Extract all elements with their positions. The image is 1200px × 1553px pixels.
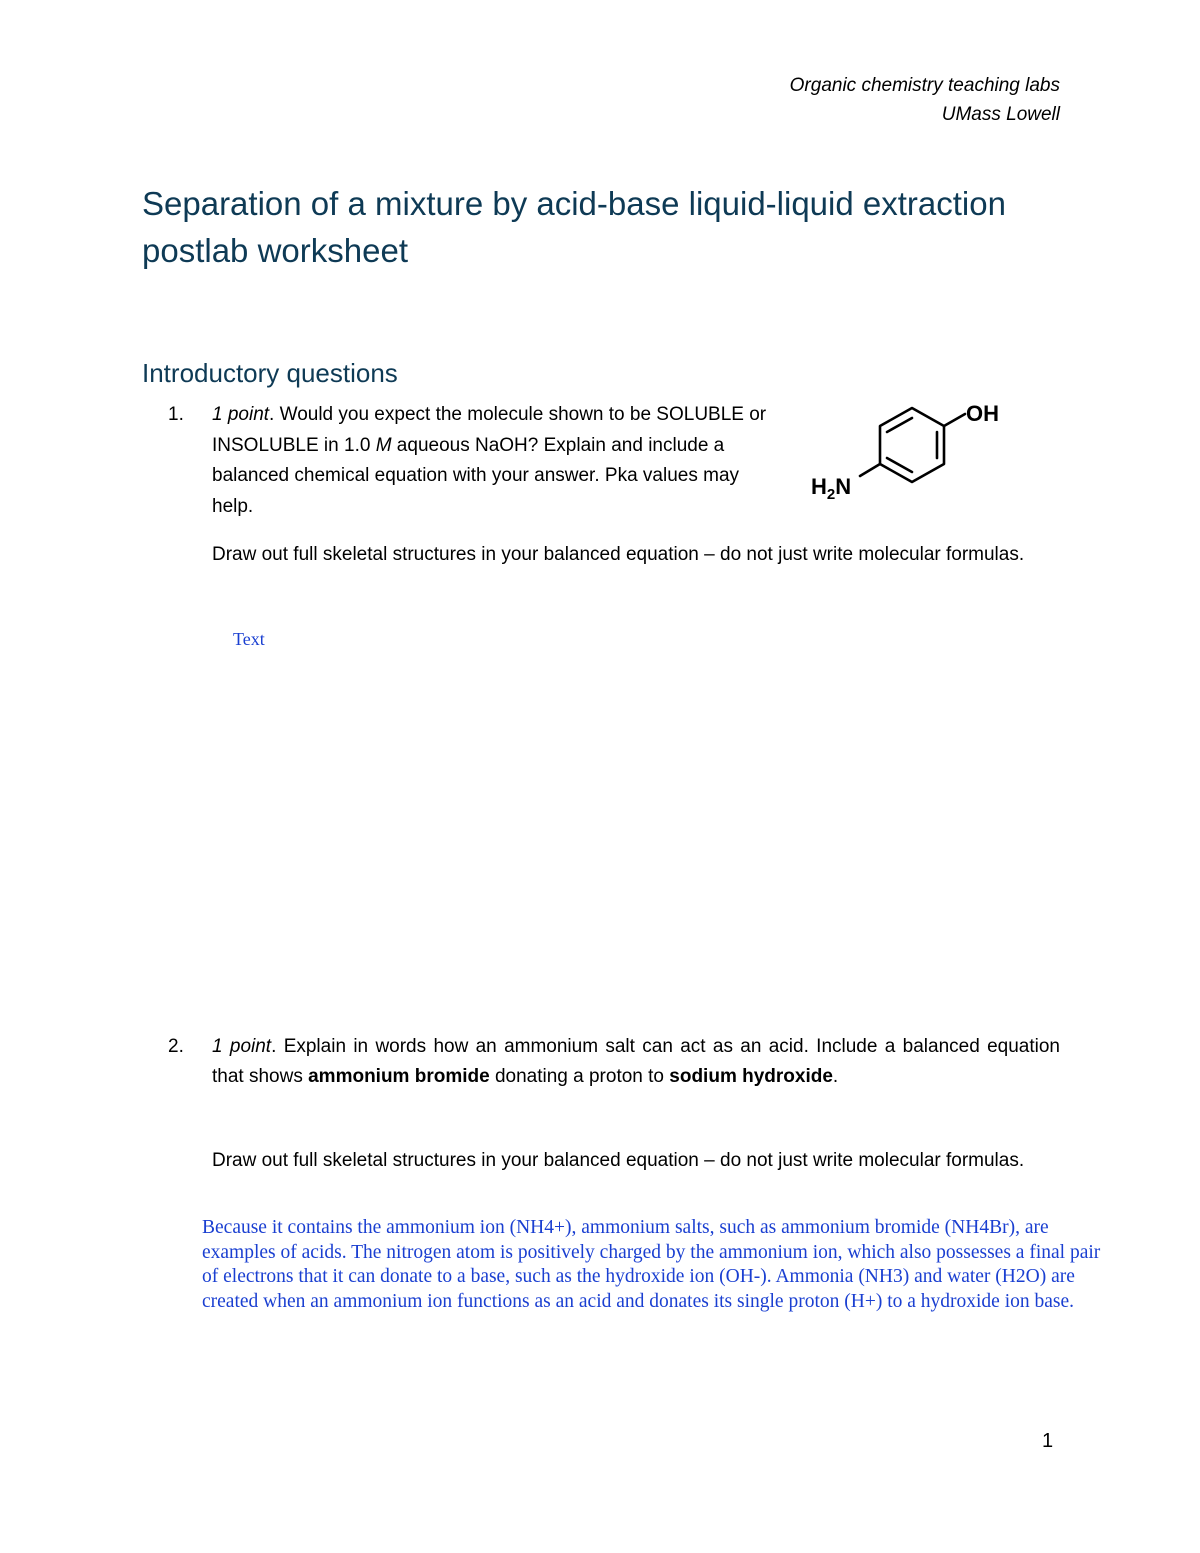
question-2-text-a: . Explain in words how an ammonium salt can act as an acid. Include a balanced equation that shows — [212, 1036, 1060, 1087]
question-2-text-c: . — [832, 1065, 839, 1087]
question-2-text-b: donating a proton to — [489, 1065, 670, 1087]
nh2-bond — [860, 464, 880, 476]
question-2-answer-field[interactable]: Because it contains the ammonium ion (NH4+), ammonium salts, such as ammonium bromide (NH4Br), are examples of acids. The nitrogen atom is positively charged by the ammonium ion, which also possesses a final pair of electrons that it can donate to a base, such as the hydroxide ion (OH-). Ammonia (NH3) and water (H2O) are created when an ammonium ion functions as an acid and donates its single proton (H+) to a hydroxide ion base. — [202, 1217, 1101, 1312]
aminophenol-structure-image — [800, 392, 1020, 507]
header-institution: UMass Lowell — [941, 104, 1060, 125]
nh2-label: $H_2N$ — [811, 474, 852, 503]
question-2-draw-instruction: Draw out full skeletal structures in your balanced equation – do not just write molecular formulas. — [212, 1150, 1025, 1171]
question-1-text-a: . Would you expect the molecule shown to be SOLUBLE or INSOLUBLE in 1.0 — [212, 404, 767, 456]
question-1-points: 1 point — [212, 404, 270, 425]
question-2-bold-sodium-hydroxide: sodium hydroxide — [669, 1065, 833, 1087]
header-course-name: Organic chemistry teaching labs — [789, 75, 1060, 96]
question-2-points: 1 point — [212, 1036, 272, 1057]
question-2-bold-ammonium-bromide: ammonium bromide — [308, 1065, 490, 1087]
question-2-number: 2. — [168, 1036, 184, 1057]
question-1-text-b: aqueous NaOH? Explain and include a balanced chemical equation with your answer. Pka values may help. — [212, 434, 740, 517]
section-heading: Introductory questions — [142, 358, 398, 388]
question-2-text — [212, 1032, 1060, 1091]
question-1-text — [212, 400, 782, 522]
question-1-molar: M — [375, 434, 392, 456]
question-1-number: 1. — [168, 404, 184, 425]
page-title: Separation of a mixture by acid-base liquid-liquid extraction postlab worksheet — [142, 185, 1006, 269]
question-1-draw-instruction: Draw out full skeletal structures in your balanced equation – do not just write molecular formulas. — [212, 544, 1025, 565]
oh-bond — [944, 414, 965, 426]
oh-label: OH — [966, 401, 999, 426]
page-number: 1 — [1042, 1430, 1054, 1452]
question-1-answer-field[interactable]: Text — [233, 629, 265, 649]
